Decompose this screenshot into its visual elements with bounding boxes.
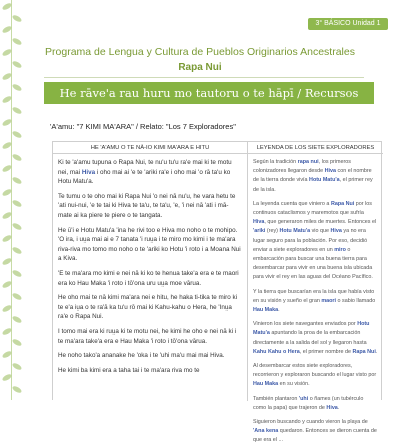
text-segment: He ū'i e Hotu Matu'a 'ina he rivi too e Hiva mo noho o te mohipo. 'O ira, i uṳa mai ai e 7 tanata 'i ruṳa i te miro mo kimi i te ma'ara riva-riva mo tomo mo noho o te 'ariki ko Hotu 'i roto i a Moana Nui a Kiva. [58, 226, 241, 263]
text-segment: 'E te ma'ara mo kimi e nei nā ki ko te henua take'a era e te maori era ko Hau Maka 'i roto i tō'ona uru uṳa moe vārua. [58, 269, 239, 287]
leaf-icon [11, 199, 22, 208]
header-divider [44, 77, 364, 78]
leaf-icon [11, 222, 22, 231]
leaf-icon [11, 385, 22, 394]
text-segment: Vinieron los siete navegantes enviados por [253, 321, 358, 328]
bilingual-story-table [52, 141, 382, 444]
text-segment: o sabio llamado [336, 297, 376, 304]
leaf-border-decoration [0, 0, 24, 400]
spanish-column-header: LEYENDA DE LOS SIETE EXPLORADORES [248, 142, 383, 154]
highlighted-term: Hiva [81, 168, 96, 176]
leaf-icon [11, 315, 22, 324]
text-segment: , los primeros colonizadores llegaron desde [253, 159, 351, 175]
highlighted-term: 'Ana kena [253, 428, 279, 435]
leaf-icon [11, 176, 22, 185]
rapanui-paragraph [58, 269, 242, 288]
highlighted-term: 'uhi [298, 395, 309, 402]
leaf-icon [11, 37, 22, 46]
people-name: Rapa Nui [178, 62, 222, 73]
spanish-paragraph [253, 395, 378, 413]
rapanui-paragraph [58, 293, 242, 322]
highlighted-term: Kahu Kahu o Hera [253, 348, 300, 355]
text-segment: Al desembarcar estos siete exploradores, recorrieron y exploraron buscando el lugar visto por [253, 363, 377, 379]
highlighted-term: rapa nui [297, 159, 319, 165]
rapanui-paragraph [58, 226, 242, 264]
text-segment: Te tumu o te oho mai ki Rapa Nui 'o nei nā nu'u, he vara hetu te 'ati nui-nui, 'e te tai ki Hiva te ta'u, te ta'u, 'e, 'i nei nā 'ati i mā-mate ai ka piere te piere o te tangata. [58, 192, 236, 219]
highlighted-term: Hiva [324, 168, 337, 175]
text-segment: , que generaron miles de muertes. Entonces el [264, 219, 377, 226]
text-segment: También plantaron [253, 395, 299, 402]
text-segment: con el nombre de la tierra donde vivía [253, 168, 372, 184]
spanish-paragraph [253, 200, 378, 283]
leaf-icon [11, 106, 22, 115]
leaf-icon [11, 338, 22, 347]
spanish-column [248, 142, 383, 444]
text-segment: (rey) [265, 228, 280, 235]
text-segment: ya no era lugar seguro para la población. Por eso, decidió enviar a siete exploradores en un [253, 228, 368, 253]
text-segment: , el primer nombre de [299, 348, 353, 355]
spanish-paragraph [253, 158, 378, 195]
highlighted-term: Rapa Nui [330, 200, 355, 207]
text-segment: o ñames (un tubérculo como la papa) que trajeron de [253, 395, 364, 411]
highlighted-term: 'ariki [253, 228, 266, 235]
rapanui-column-header: HE 'A'AMU O TE NĀ-IO KIMI MA'ARA E HITU [53, 142, 247, 154]
highlighted-term: Hotu Matu'a [253, 321, 370, 337]
highlighted-term: miro [334, 246, 346, 253]
highlighted-term: Hotu Matu'a [309, 177, 340, 184]
spanish-paragraph [253, 418, 378, 446]
text-segment: vio que [310, 228, 331, 235]
text-segment: en su visión. [278, 381, 310, 388]
text-segment: o embarcación para buscar una buena tierra para desembarcar para vivir en una buena isla ubicada para vivir el rey en las aguas del Océano Pacífico. [253, 246, 373, 281]
highlighted-term: maori [321, 297, 337, 304]
text-segment: He noho tako'a ananake he 'oka i te 'uhi ma'u mai mai Hiva. [58, 352, 225, 360]
rapanui-paragraph [58, 192, 242, 221]
text-segment: Y la tierra que buscarían era la isla que había visto en su visión y sueño el gran [253, 288, 375, 304]
text-segment: apuntando la proa de la embarcación directamente a la salida del sol y llegaron hasta [253, 330, 367, 346]
leaf-icon [11, 269, 22, 278]
highlighted-term: Hau Maka [253, 307, 279, 314]
leaf-icon [11, 245, 22, 254]
rapanui-column [53, 142, 248, 401]
spanish-paragraph [253, 288, 378, 316]
highlighted-term: Hotu Matu'a [279, 228, 311, 235]
text-segment: He oho mai te nā kimi ma'ara nei e hitu, he haka ti-tika te miro ki te e'a iṳa o te ra'ā ka tu'u rō mai ki Kahu-kahu o Hera, he 'Inṳa ra'e o Rapa Nui. [58, 294, 237, 321]
spanish-paragraph [253, 320, 378, 357]
grade-unit-badge: 3° BÁSICO Unidad 1 [308, 18, 388, 30]
highlighted-term: Hau Maka [253, 381, 279, 388]
leaf-icon [11, 361, 22, 370]
text-segment: He kimi ba kimi era a taha tai i te ma'ara riva mo te [58, 366, 200, 374]
text-segment: I tomo mai era ki ruṳa ki te motu nei, he kimi he oho e nei nā ki i te ma'ara take'a era e Hau Maka 'i roto i tō'ona vārua. [58, 327, 237, 345]
text-segment: . [278, 307, 280, 314]
program-title: Programa de Lengua y Cultura de Pueblos Originarios Ancestrales [45, 46, 355, 58]
resource-banner: He rāve'a rau huru mo tautoru o te hāpī / Recursos [44, 82, 374, 104]
text-segment: Según la tradición [253, 159, 298, 165]
leaf-icon [11, 13, 22, 22]
rapanui-paragraph [58, 351, 242, 361]
spanish-paragraph [253, 362, 378, 390]
leaf-icon [11, 292, 22, 301]
highlighted-term: Rapa Nui [352, 348, 376, 355]
highlighted-term: Hiva [326, 404, 338, 411]
rapanui-paragraph [58, 366, 242, 376]
story-subheading: 'A'amu: "7 KIMI MA'ARA" / Relato: "Los 7 Exploradores" [50, 122, 236, 131]
text-segment: . [337, 404, 340, 411]
text-segment: Siguieron buscando y cuando vieron la playa de [253, 419, 368, 426]
rapanui-paragraph [58, 327, 242, 346]
rapanui-column-body [53, 154, 247, 375]
text-segment: i oho mai ai 'e te 'ariki ra'e i oho mai 'o rā ta'u ko Hotu Matu'a. [58, 168, 231, 186]
text-segment: quedaron. Entonces se dieron cuenta de que era el ... [253, 428, 377, 444]
highlighted-term: Hiva [330, 228, 342, 235]
text-segment: , el primer rey de la isla. [253, 177, 373, 193]
highlighted-term: Hiva [253, 219, 265, 226]
spanish-column-body [248, 154, 383, 446]
text-segment: por los continuos cataclismos y maremotos que sufría [253, 200, 372, 217]
text-segment: . [375, 348, 378, 355]
text-segment: Ki te 'a'amu tupuna o Rapa Nui, te nu'u tu'u ra'e mai ki te motu nei, mai [58, 159, 232, 176]
leaf-icon [11, 129, 22, 138]
leaf-icon [11, 83, 22, 92]
rapanui-paragraph [58, 158, 242, 187]
text-segment: La leyenda cuenta que viniero a [253, 200, 331, 207]
leaf-icon [11, 153, 22, 162]
